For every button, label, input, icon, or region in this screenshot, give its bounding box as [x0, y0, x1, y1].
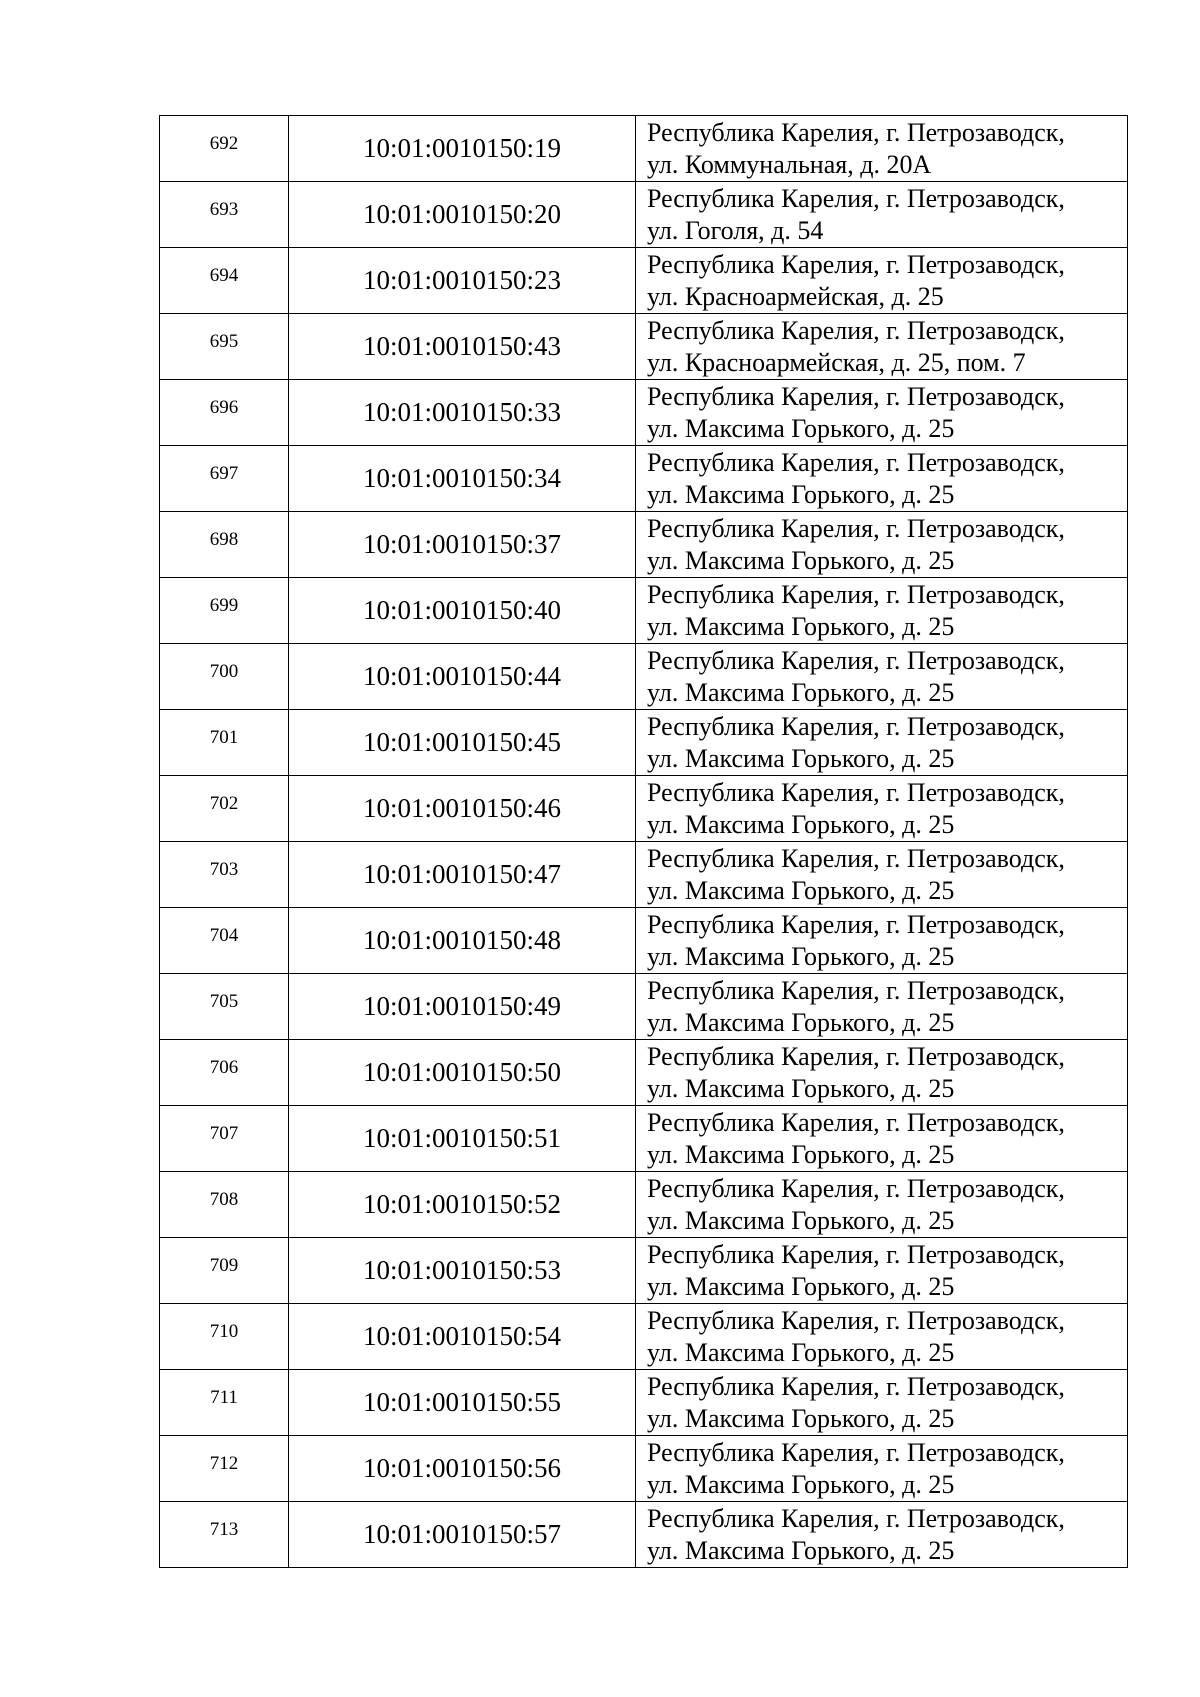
- row-number: 701: [160, 710, 289, 776]
- cadastral-number: 10:01:0010150:51: [289, 1106, 636, 1172]
- table-row: [160, 116, 1128, 182]
- address-line-region: Республика Карелия, г. Петрозаводск,: [647, 778, 1065, 807]
- address-line-region: Республика Карелия, г. Петрозаводск,: [647, 1372, 1065, 1401]
- address-line-region: Республика Карелия, г. Петрозаводск,: [647, 448, 1065, 477]
- address-line-street: ул. Максима Горького, д. 25: [647, 612, 955, 641]
- address-cell: [636, 644, 1128, 710]
- address-line-region: Республика Карелия, г. Петрозаводск,: [647, 1438, 1065, 1467]
- address-cell: [636, 182, 1128, 248]
- address-cell: [636, 512, 1128, 578]
- table-row: [160, 1370, 1128, 1436]
- address-line-region: Республика Карелия, г. Петрозаводск,: [647, 712, 1065, 741]
- row-number: 692: [160, 116, 289, 182]
- row-number: 699: [160, 578, 289, 644]
- address-line-street: ул. Максима Горького, д. 25: [647, 1536, 955, 1565]
- address-line-region: Республика Карелия, г. Петрозаводск,: [647, 910, 1065, 939]
- address-line-street: ул. Максима Горького, д. 25: [647, 1140, 955, 1169]
- table-row: [160, 182, 1128, 248]
- address-line-region: Республика Карелия, г. Петрозаводск,: [647, 382, 1065, 411]
- address-cell: [636, 380, 1128, 446]
- address-line-street: ул. Коммунальная, д. 20А: [647, 150, 932, 179]
- cadastral-number: 10:01:0010150:46: [289, 776, 636, 842]
- registry-table-body: [160, 116, 1128, 1568]
- row-number: 697: [160, 446, 289, 512]
- address-cell: [636, 314, 1128, 380]
- row-number: 706: [160, 1040, 289, 1106]
- table-row: [160, 380, 1128, 446]
- cadastral-number: 10:01:0010150:48: [289, 908, 636, 974]
- table-row: [160, 842, 1128, 908]
- address-cell: [636, 1370, 1128, 1436]
- cadastral-number: 10:01:0010150:56: [289, 1436, 636, 1502]
- row-number: 713: [160, 1502, 289, 1568]
- row-number: 702: [160, 776, 289, 842]
- address-line-region: Республика Карелия, г. Петрозаводск,: [647, 118, 1065, 147]
- cadastral-number: 10:01:0010150:44: [289, 644, 636, 710]
- cadastral-number: 10:01:0010150:47: [289, 842, 636, 908]
- row-number: 705: [160, 974, 289, 1040]
- address-line-region: Республика Карелия, г. Петрозаводск,: [647, 1240, 1065, 1269]
- table-row: [160, 908, 1128, 974]
- cadastral-number: 10:01:0010150:52: [289, 1172, 636, 1238]
- address-cell: [636, 1502, 1128, 1568]
- table-row: [160, 974, 1128, 1040]
- property-registry-table: [159, 115, 1128, 1568]
- address-cell: [636, 578, 1128, 644]
- row-number: 695: [160, 314, 289, 380]
- address-line-street: ул. Максима Горького, д. 25: [647, 810, 955, 839]
- cadastral-number: 10:01:0010150:19: [289, 116, 636, 182]
- address-line-street: ул. Гоголя, д. 54: [647, 216, 824, 245]
- cadastral-number: 10:01:0010150:49: [289, 974, 636, 1040]
- cadastral-number: 10:01:0010150:55: [289, 1370, 636, 1436]
- address-line-street: ул. Максима Горького, д. 25: [647, 1470, 955, 1499]
- table-row: [160, 710, 1128, 776]
- table-row: [160, 776, 1128, 842]
- cadastral-number: 10:01:0010150:40: [289, 578, 636, 644]
- table-row: [160, 1238, 1128, 1304]
- address-line-region: Республика Карелия, г. Петрозаводск,: [647, 976, 1065, 1005]
- row-number: 712: [160, 1436, 289, 1502]
- address-line-street: ул. Максима Горького, д. 25: [647, 1008, 955, 1037]
- table-row: [160, 248, 1128, 314]
- row-number: 703: [160, 842, 289, 908]
- address-cell: [636, 1172, 1128, 1238]
- address-line-region: Республика Карелия, г. Петрозаводск,: [647, 514, 1065, 543]
- cadastral-number: 10:01:0010150:54: [289, 1304, 636, 1370]
- row-number: 704: [160, 908, 289, 974]
- row-number: 700: [160, 644, 289, 710]
- cadastral-number: 10:01:0010150:50: [289, 1040, 636, 1106]
- row-number: 698: [160, 512, 289, 578]
- table-row: [160, 1040, 1128, 1106]
- address-line-street: ул. Максима Горького, д. 25: [647, 1404, 955, 1433]
- address-line-street: ул. Максима Горького, д. 25: [647, 942, 955, 971]
- address-line-region: Республика Карелия, г. Петрозаводск,: [647, 844, 1065, 873]
- cadastral-number: 10:01:0010150:43: [289, 314, 636, 380]
- address-line-street: ул. Максима Горького, д. 25: [647, 678, 955, 707]
- row-number: 709: [160, 1238, 289, 1304]
- table-row: [160, 1106, 1128, 1172]
- address-line-region: Республика Карелия, г. Петрозаводск,: [647, 1504, 1065, 1533]
- address-line-street: ул. Максима Горького, д. 25: [647, 1074, 955, 1103]
- address-line-region: Республика Карелия, г. Петрозаводск,: [647, 646, 1065, 675]
- address-line-street: ул. Максима Горького, д. 25: [647, 546, 955, 575]
- address-line-street: ул. Красноармейская, д. 25, пом. 7: [647, 348, 1026, 377]
- table-row: [160, 1436, 1128, 1502]
- address-cell: [636, 1304, 1128, 1370]
- address-line-street: ул. Максима Горького, д. 25: [647, 1272, 955, 1301]
- table-row: [160, 1502, 1128, 1568]
- address-line-street: ул. Красноармейская, д. 25: [647, 282, 944, 311]
- address-line-region: Республика Карелия, г. Петрозаводск,: [647, 1042, 1065, 1071]
- address-line-region: Республика Карелия, г. Петрозаводск,: [647, 1306, 1065, 1335]
- cadastral-number: 10:01:0010150:45: [289, 710, 636, 776]
- address-line-region: Республика Карелия, г. Петрозаводск,: [647, 316, 1065, 345]
- row-number: 694: [160, 248, 289, 314]
- row-number: 707: [160, 1106, 289, 1172]
- address-cell: [636, 776, 1128, 842]
- table-row: [160, 644, 1128, 710]
- address-line-region: Республика Карелия, г. Петрозаводск,: [647, 580, 1065, 609]
- address-line-region: Республика Карелия, г. Петрозаводск,: [647, 184, 1065, 213]
- address-cell: [636, 248, 1128, 314]
- table-row: [160, 512, 1128, 578]
- address-cell: [636, 974, 1128, 1040]
- table-row: [160, 1304, 1128, 1370]
- table-row: [160, 446, 1128, 512]
- address-line-region: Республика Карелия, г. Петрозаводск,: [647, 1108, 1065, 1137]
- table-row: [160, 314, 1128, 380]
- row-number: 711: [160, 1370, 289, 1436]
- table-row: [160, 578, 1128, 644]
- address-cell: [636, 1106, 1128, 1172]
- address-cell: [636, 842, 1128, 908]
- cadastral-number: 10:01:0010150:57: [289, 1502, 636, 1568]
- address-line-street: ул. Максима Горького, д. 25: [647, 1206, 955, 1235]
- row-number: 710: [160, 1304, 289, 1370]
- cadastral-number: 10:01:0010150:37: [289, 512, 636, 578]
- row-number: 708: [160, 1172, 289, 1238]
- address-cell: [636, 446, 1128, 512]
- address-cell: [636, 1040, 1128, 1106]
- table-row: [160, 1172, 1128, 1238]
- address-line-street: ул. Максима Горького, д. 25: [647, 1338, 955, 1367]
- row-number: 693: [160, 182, 289, 248]
- cadastral-number: 10:01:0010150:34: [289, 446, 636, 512]
- address-cell: [636, 908, 1128, 974]
- address-cell: [636, 710, 1128, 776]
- cadastral-number: 10:01:0010150:20: [289, 182, 636, 248]
- address-line-street: ул. Максима Горького, д. 25: [647, 480, 955, 509]
- address-cell: [636, 1238, 1128, 1304]
- address-line-street: ул. Максима Горького, д. 25: [647, 414, 955, 443]
- address-line-street: ул. Максима Горького, д. 25: [647, 744, 955, 773]
- address-line-region: Республика Карелия, г. Петрозаводск,: [647, 250, 1065, 279]
- cadastral-number: 10:01:0010150:53: [289, 1238, 636, 1304]
- address-cell: [636, 1436, 1128, 1502]
- address-line-region: Республика Карелия, г. Петрозаводск,: [647, 1174, 1065, 1203]
- address-cell: [636, 116, 1128, 182]
- cadastral-number: 10:01:0010150:33: [289, 380, 636, 446]
- row-number: 696: [160, 380, 289, 446]
- cadastral-number: 10:01:0010150:23: [289, 248, 636, 314]
- address-line-street: ул. Максима Горького, д. 25: [647, 876, 955, 905]
